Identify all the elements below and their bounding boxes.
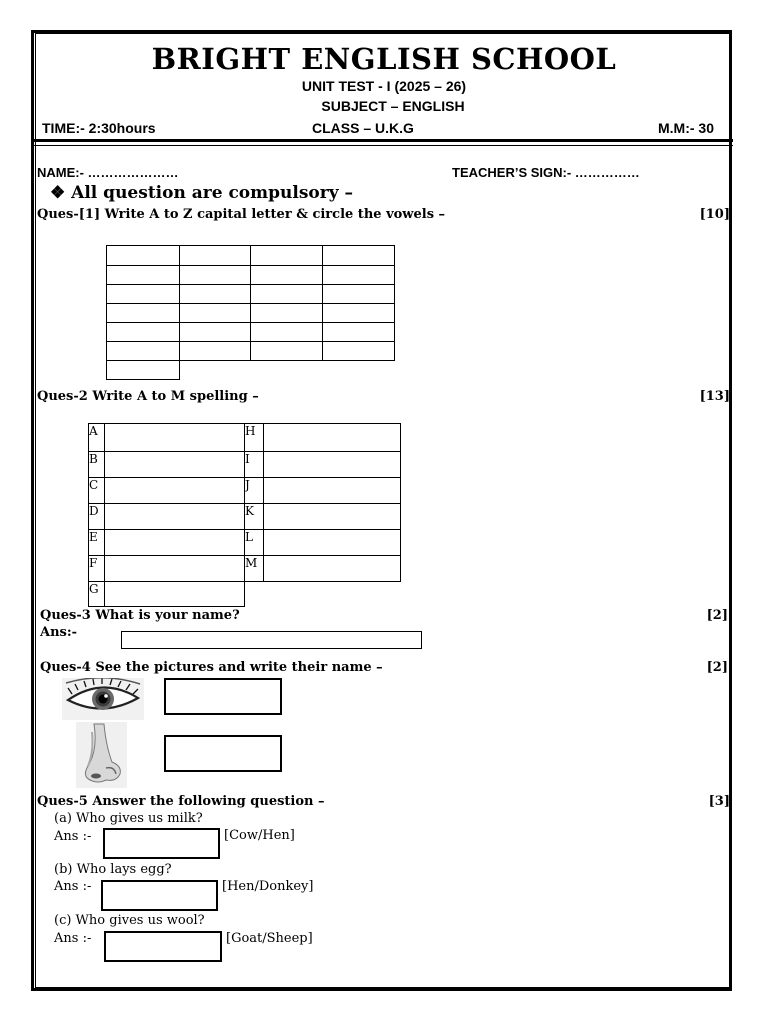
q2-marks: [13] bbox=[699, 389, 730, 404]
q5a-answer-box[interactable] bbox=[103, 828, 220, 859]
q1-letter-cell[interactable] bbox=[323, 323, 395, 342]
q5-text: Ques-5 Answer the following question – bbox=[37, 794, 325, 809]
q2-answer-cell[interactable] bbox=[264, 556, 401, 582]
q2-spelling-grid bbox=[88, 423, 401, 607]
q1-letter-cell[interactable] bbox=[251, 266, 323, 285]
q1-letter-cell[interactable] bbox=[107, 342, 180, 361]
q1-letter-cell[interactable] bbox=[180, 285, 251, 304]
q5b-options: [Hen/Donkey] bbox=[222, 879, 314, 894]
q2-letter: G bbox=[89, 582, 105, 607]
nose-answer-box[interactable] bbox=[164, 735, 282, 772]
q2-answer-cell[interactable] bbox=[105, 556, 245, 582]
q2-letter: C bbox=[89, 478, 105, 504]
class-line: CLASS – U.K.G bbox=[312, 120, 414, 136]
q2-letter: B bbox=[89, 452, 105, 478]
q2-letter: L bbox=[245, 530, 264, 556]
q3-answer-box[interactable] bbox=[121, 631, 422, 649]
school-name: BRIGHT ENGLISH SCHOOL bbox=[151, 42, 617, 76]
q1-letter-cell[interactable] bbox=[323, 342, 395, 361]
q1-letter-cell[interactable] bbox=[107, 285, 180, 304]
q2-answer-cell[interactable] bbox=[105, 424, 245, 452]
header-rule-thin bbox=[33, 145, 733, 146]
q5a-ans-label: Ans :- bbox=[54, 829, 92, 844]
q2-answer-cell[interactable] bbox=[105, 582, 245, 607]
q1-letter-cell[interactable] bbox=[251, 342, 323, 361]
q1-letter-cell[interactable] bbox=[251, 246, 323, 266]
q2-answer-cell[interactable] bbox=[264, 478, 401, 504]
unit-test-title: UNIT TEST - I (2025 – 26) bbox=[301, 78, 467, 94]
q2-answer-cell[interactable] bbox=[264, 424, 401, 452]
q5a-options: [Cow/Hen] bbox=[224, 828, 295, 843]
q5c-ans-label: Ans :- bbox=[54, 931, 92, 946]
q1-marks: [10] bbox=[699, 207, 730, 222]
nose-picture bbox=[76, 722, 127, 788]
q1-letter-cell[interactable] bbox=[323, 266, 395, 285]
q5-marks: [3] bbox=[708, 794, 730, 809]
eye-answer-box[interactable] bbox=[164, 678, 282, 715]
teacher-sign-field: TEACHER’S SIGN:- …………… bbox=[452, 165, 640, 180]
name-field: NAME:- ………………… bbox=[37, 165, 179, 180]
eye-picture bbox=[62, 678, 144, 720]
time-line: TIME:- 2:30hours bbox=[42, 120, 156, 136]
q2-letter: F bbox=[89, 556, 105, 582]
q1-letter-cell[interactable] bbox=[107, 304, 180, 323]
eye-icon bbox=[62, 678, 144, 720]
q1-letter-cell[interactable] bbox=[107, 246, 180, 266]
q1-letter-cell[interactable] bbox=[251, 323, 323, 342]
q1-letter-cell[interactable] bbox=[323, 304, 395, 323]
q2-letter: M bbox=[245, 556, 264, 582]
q5b-answer-box[interactable] bbox=[101, 880, 218, 911]
instruction: ❖ All question are compulsory – bbox=[50, 183, 353, 203]
q2-answer-cell[interactable] bbox=[105, 504, 245, 530]
q5b-question: (b) Who lays egg? bbox=[54, 862, 172, 877]
header-rule bbox=[33, 139, 733, 142]
q2-letter: E bbox=[89, 530, 105, 556]
q5a-question: (a) Who gives us milk? bbox=[54, 811, 203, 826]
q5c-answer-box[interactable] bbox=[104, 931, 222, 962]
q4-marks: [2] bbox=[706, 660, 728, 675]
q3-ans-label: Ans:- bbox=[40, 625, 78, 640]
q3-text: Ques-3 What is your name? bbox=[40, 608, 240, 623]
q2-text: Ques-2 Write A to M spelling – bbox=[37, 389, 259, 404]
q1-letter-cell[interactable] bbox=[180, 342, 251, 361]
q2-letter: A bbox=[89, 424, 105, 452]
max-marks: M.M:- 30 bbox=[658, 120, 714, 136]
q1-text: Ques-[1] Write A to Z capital letter & circle the vowels – bbox=[37, 207, 446, 222]
q2-answer-cell[interactable] bbox=[105, 452, 245, 478]
q2-letter: H bbox=[245, 424, 264, 452]
q1-letter-cell[interactable] bbox=[180, 304, 251, 323]
q1-letter-grid bbox=[106, 245, 395, 380]
q1-letter-cell[interactable] bbox=[180, 246, 251, 266]
q1-letter-cell[interactable] bbox=[180, 323, 251, 342]
q3-marks: [2] bbox=[706, 608, 728, 623]
q5c-options: [Goat/Sheep] bbox=[226, 931, 313, 946]
q5c-question: (c) Who gives us wool? bbox=[54, 913, 205, 928]
q2-answer-cell[interactable] bbox=[264, 504, 401, 530]
q1-letter-cell[interactable] bbox=[323, 285, 395, 304]
q1-letter-cell[interactable] bbox=[107, 266, 180, 285]
q1-letter-cell[interactable] bbox=[180, 266, 251, 285]
subject-line: SUBJECT – ENGLISH bbox=[321, 98, 465, 114]
q2-letter: K bbox=[245, 504, 264, 530]
q1-letter-cell[interactable] bbox=[251, 304, 323, 323]
q1-letter-cell[interactable] bbox=[251, 285, 323, 304]
q2-answer-cell[interactable] bbox=[264, 452, 401, 478]
q2-letter: D bbox=[89, 504, 105, 530]
nose-icon bbox=[76, 722, 127, 788]
q2-letter: I bbox=[245, 452, 264, 478]
q1-letter-cell[interactable] bbox=[107, 361, 180, 380]
q1-letter-cell[interactable] bbox=[107, 323, 180, 342]
q5b-ans-label: Ans :- bbox=[54, 879, 92, 894]
q1-letter-cell[interactable] bbox=[323, 246, 395, 266]
q4-text: Ques-4 See the pictures and write their name – bbox=[40, 660, 383, 675]
q2-letter: J bbox=[245, 478, 264, 504]
q2-answer-cell[interactable] bbox=[105, 478, 245, 504]
q2-answer-cell[interactable] bbox=[264, 530, 401, 556]
q2-answer-cell[interactable] bbox=[105, 530, 245, 556]
